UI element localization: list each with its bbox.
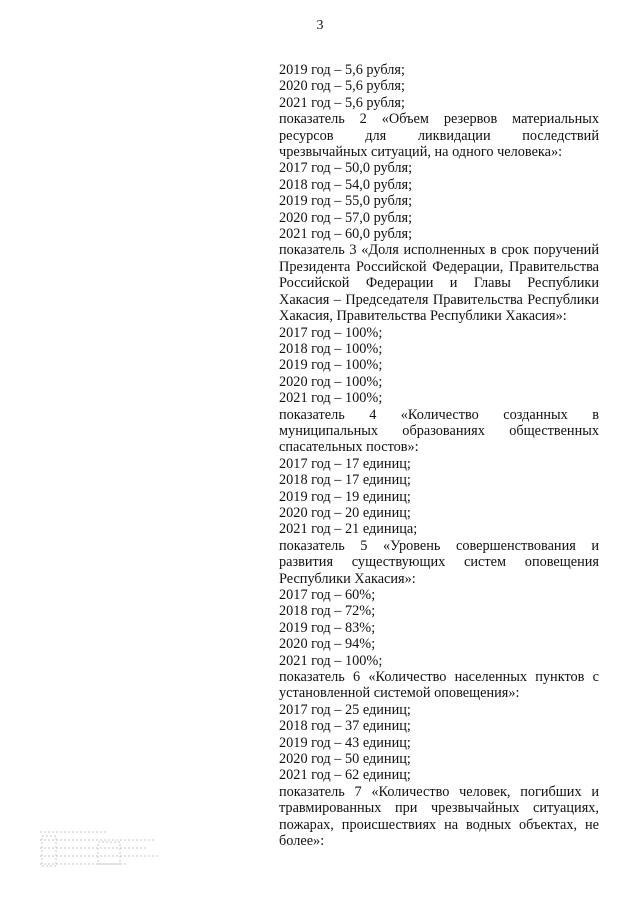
value-line: 2019 год – 100%; xyxy=(279,357,383,374)
document-stamp xyxy=(38,828,160,870)
indicator-7-paragraph: показатель 7 «Количество человек, погибших и травмированных при чрезвычайных ситуациях, пожарах, происшествиях на водных объектах, не более»: xyxy=(279,783,599,850)
value-line: 2020 год – 57,0 рубля; xyxy=(279,209,413,226)
indicator-6-paragraph: показатель 6 «Количество населенных пунктов с установленной системой оповещения»: xyxy=(279,669,599,702)
value-line: 2019 год – 43 единиц; xyxy=(279,734,411,751)
value-line: 2017 год – 60%; xyxy=(279,587,376,603)
value-line: 2021 год – 60,0 рубля; xyxy=(279,226,413,243)
value-line: 2018 год – 54,0 рубля; xyxy=(279,176,413,193)
page-number: 3 xyxy=(316,18,324,33)
value-line: 2017 год – 50,0 рубля; xyxy=(279,160,413,177)
value-line: 2019 год – 55,0 рубля; xyxy=(279,193,413,210)
value-line: 2018 год – 100%; xyxy=(279,340,383,357)
indicator-4-paragraph: показатель 4 «Количество созданных в муниципальных образованиях общественных спасательных постов»: xyxy=(279,406,599,456)
value-line: 2020 год – 94%; xyxy=(279,636,376,653)
value-line: 2019 год – 83%; xyxy=(279,619,376,636)
value-line: 2021 год – 100%; xyxy=(279,652,383,669)
value-line: 2021 год – 21 единица; xyxy=(279,521,418,538)
value-line: 2019 год – 19 единиц; xyxy=(279,488,411,505)
value-line: 2017 год – 100%; xyxy=(279,324,383,341)
value-line: 2020 год – 100%; xyxy=(279,373,383,390)
value-line: 2021 год – 100%; xyxy=(279,390,383,407)
value-line: 2018 год – 37 единиц; xyxy=(279,718,411,735)
indicator-2-paragraph: показатель 2 «Объем резервов материальных ресурсов для ликвидации последствий чрезвычайных ситуаций, на одного человека»: xyxy=(279,111,599,161)
value-line: 2018 год – 72%; xyxy=(279,603,376,620)
value-line: 2017 год – 17 единиц; xyxy=(279,455,411,472)
value-line: 2021 год – 62 единиц; xyxy=(279,767,411,784)
document-body xyxy=(279,62,599,850)
indicator-3-paragraph: показатель 3 «Доля исполненных в срок поручений Президента Российской Федерации, Правительства Российской Федерации и Главы Республики Хакасия – Председателя Правительства Республики Хакасия, Правительства Республики Хакасия»: xyxy=(279,242,599,325)
value-line: 2017 год – 25 единиц; xyxy=(279,701,411,718)
indicator-5-paragraph: показатель 5 «Уровень совершенствования и развития существующих систем оповещения Республики Хакасия»: xyxy=(279,537,599,587)
value-line: 2021 год – 5,6 рубля; xyxy=(279,94,405,111)
value-line: 2020 год – 50 единиц; xyxy=(279,751,411,768)
value-line: 2019 год – 5,6 рубля; xyxy=(279,62,405,78)
value-line: 2018 год – 17 единиц; xyxy=(279,472,411,489)
value-line: 2020 год – 20 единиц; xyxy=(279,504,411,521)
value-line: 2020 год – 5,6 рубля; xyxy=(279,78,405,95)
